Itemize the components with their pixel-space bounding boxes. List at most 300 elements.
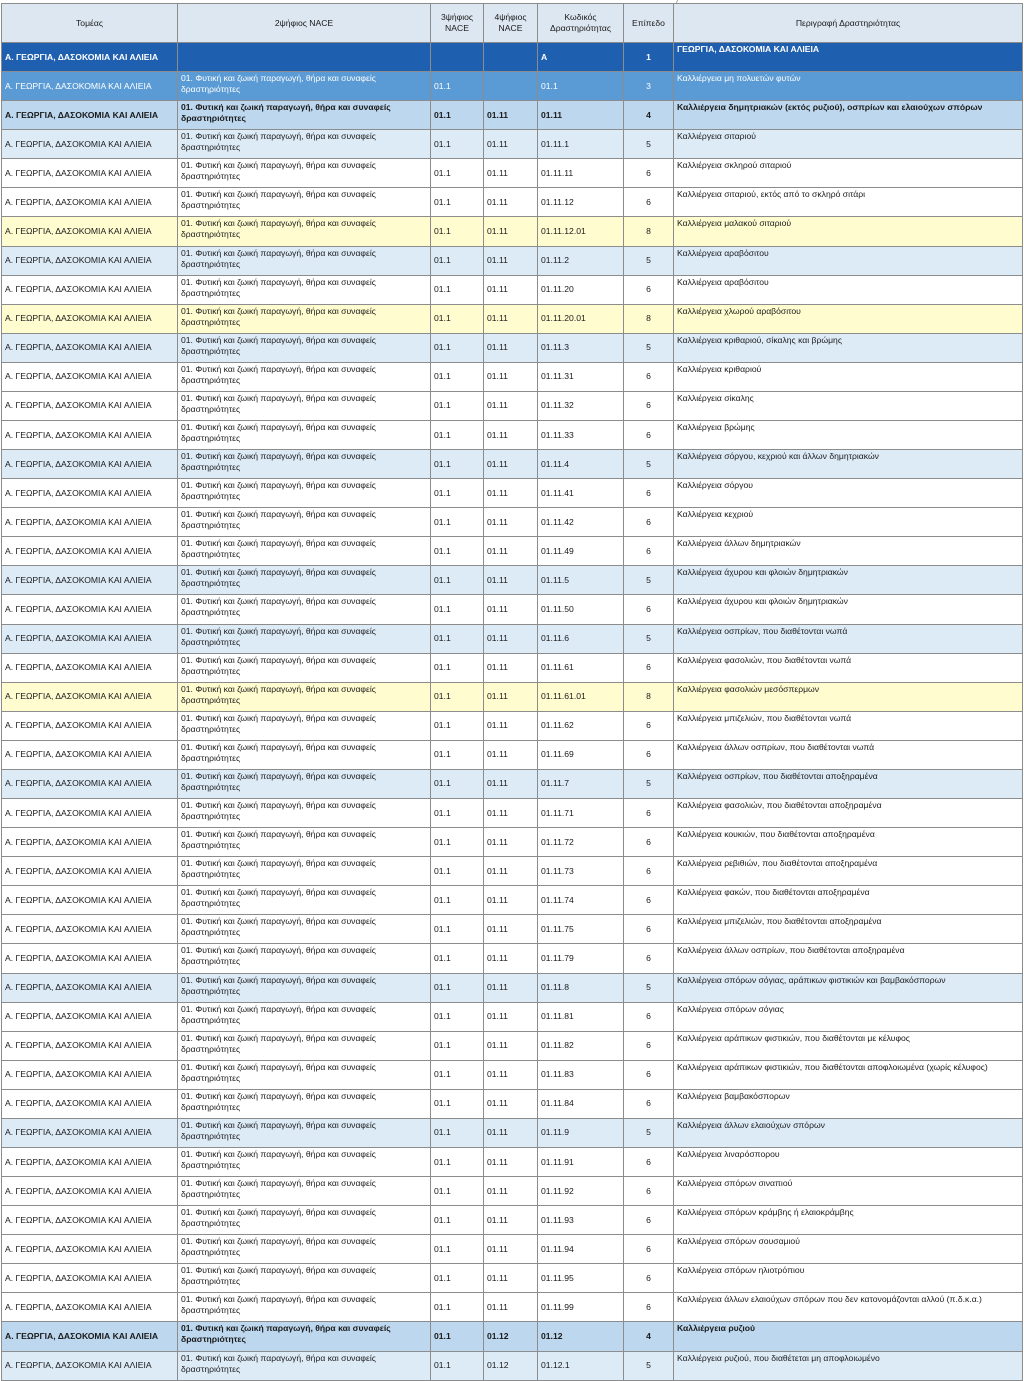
nace4-cell[interactable]: 01.11 (484, 537, 538, 566)
activity-code-cell[interactable]: 01.11.3 (538, 333, 624, 362)
nace2-cell[interactable]: 01. Φυτική και ζωική παραγωγή, θήρα και συναφείς δραστηριότητες (178, 1002, 431, 1031)
sector-cell[interactable]: Α. ΓΕΩΡΓΙΑ, ΔΑΣΟΚΟΜΙΑ ΚΑΙ ΑΛΙΕΙΑ (2, 159, 178, 188)
table-row[interactable] (2, 362, 1023, 391)
description-cell[interactable]: Καλλιέργεια δημητριακών (εκτός ρυζιού), οσπρίων και ελαιούχων σπόρων (674, 101, 1023, 130)
table-row[interactable] (2, 857, 1023, 886)
level-cell[interactable]: 6 (624, 188, 674, 217)
sector-cell[interactable]: Α. ΓΕΩΡΓΙΑ, ΔΑΣΟΚΟΜΙΑ ΚΑΙ ΑΛΙΕΙΑ (2, 653, 178, 682)
sector-cell[interactable]: Α. ΓΕΩΡΓΙΑ, ΔΑΣΟΚΟΜΙΑ ΚΑΙ ΑΛΙΕΙΑ (2, 479, 178, 508)
level-cell[interactable]: 6 (624, 1235, 674, 1264)
description-cell[interactable]: Καλλιέργεια ρεβιθιών, που διαθέτονται αποξηραμένα (674, 857, 1023, 886)
nace3-cell[interactable]: 01.1 (431, 1177, 484, 1206)
nace4-cell[interactable]: 01.11 (484, 101, 538, 130)
sector-cell[interactable]: Α. ΓΕΩΡΓΙΑ, ΔΑΣΟΚΟΜΙΑ ΚΑΙ ΑΛΙΕΙΑ (2, 711, 178, 740)
nace4-cell[interactable]: 01.11 (484, 857, 538, 886)
description-cell[interactable]: Καλλιέργεια αραβόσιτου (674, 275, 1023, 304)
level-cell[interactable]: 4 (624, 1322, 674, 1351)
table-row[interactable] (2, 624, 1023, 653)
nace4-cell[interactable]: 01.11 (484, 886, 538, 915)
table-row[interactable] (2, 1031, 1023, 1060)
nace2-cell[interactable]: 01. Φυτική και ζωική παραγωγή, θήρα και συναφείς δραστηριότητες (178, 711, 431, 740)
nace2-cell[interactable]: 01. Φυτική και ζωική παραγωγή, θήρα και συναφείς δραστηριότητες (178, 1206, 431, 1235)
nace4-cell[interactable]: 01.11 (484, 130, 538, 159)
nace3-cell[interactable]: 01.1 (431, 537, 484, 566)
sector-cell[interactable]: Α. ΓΕΩΡΓΙΑ, ΔΑΣΟΚΟΜΙΑ ΚΑΙ ΑΛΙΕΙΑ (2, 886, 178, 915)
level-cell[interactable]: 6 (624, 595, 674, 624)
table-row[interactable] (2, 769, 1023, 798)
activity-code-cell[interactable]: 01.11.93 (538, 1206, 624, 1235)
sector-cell[interactable]: Α. ΓΕΩΡΓΙΑ, ΔΑΣΟΚΟΜΙΑ ΚΑΙ ΑΛΙΕΙΑ (2, 1322, 178, 1351)
table-row[interactable] (2, 1147, 1023, 1176)
sector-cell[interactable]: Α. ΓΕΩΡΓΙΑ, ΔΑΣΟΚΟΜΙΑ ΚΑΙ ΑΛΙΕΙΑ (2, 130, 178, 159)
description-cell[interactable]: Καλλιέργεια ρυζιού, που διαθέτεται μη αποφλοιωμένο (674, 1351, 1023, 1380)
table-row[interactable] (2, 246, 1023, 275)
nace4-cell[interactable]: 01.12 (484, 1351, 538, 1380)
nace2-cell[interactable]: 01. Φυτική και ζωική παραγωγή, θήρα και συναφείς δραστηριότητες (178, 1118, 431, 1147)
nace4-cell[interactable]: 01.11 (484, 1264, 538, 1293)
level-cell[interactable]: 6 (624, 275, 674, 304)
level-cell[interactable]: 5 (624, 130, 674, 159)
level-cell[interactable]: 6 (624, 740, 674, 769)
nace2-cell[interactable]: 01. Φυτική και ζωική παραγωγή, θήρα και συναφείς δραστηριότητες (178, 595, 431, 624)
nace3-cell[interactable]: 01.1 (431, 217, 484, 246)
sector-cell[interactable]: Α. ΓΕΩΡΓΙΑ, ΔΑΣΟΚΟΜΙΑ ΚΑΙ ΑΛΙΕΙΑ (2, 1089, 178, 1118)
sector-cell[interactable]: Α. ΓΕΩΡΓΙΑ, ΔΑΣΟΚΟΜΙΑ ΚΑΙ ΑΛΙΕΙΑ (2, 1264, 178, 1293)
nace2-cell[interactable]: 01. Φυτική και ζωική παραγωγή, θήρα και συναφείς δραστηριότητες (178, 944, 431, 973)
activity-code-cell[interactable]: 01.11.95 (538, 1264, 624, 1293)
activity-code-cell[interactable]: 01.11.8 (538, 973, 624, 1002)
level-cell[interactable]: 4 (624, 101, 674, 130)
activity-code-cell[interactable]: 01.11.62 (538, 711, 624, 740)
table-row[interactable] (2, 188, 1023, 217)
table-row[interactable] (2, 828, 1023, 857)
nace3-cell[interactable]: 01.1 (431, 333, 484, 362)
nace2-cell[interactable]: 01. Φυτική και ζωική παραγωγή, θήρα και συναφείς δραστηριότητες (178, 1177, 431, 1206)
level-cell[interactable]: 6 (624, 711, 674, 740)
activity-code-cell[interactable]: 01.11.99 (538, 1293, 624, 1322)
nace4-cell[interactable]: 01.11 (484, 973, 538, 1002)
sector-cell[interactable]: Α. ΓΕΩΡΓΙΑ, ΔΑΣΟΚΟΜΙΑ ΚΑΙ ΑΛΙΕΙΑ (2, 1351, 178, 1380)
nace2-cell[interactable]: 01. Φυτική και ζωική παραγωγή, θήρα και συναφείς δραστηριότητες (178, 450, 431, 479)
nace3-cell[interactable]: 01.1 (431, 740, 484, 769)
table-row[interactable] (2, 915, 1023, 944)
nace4-cell[interactable]: 01.11 (484, 653, 538, 682)
nace4-cell[interactable]: 01.11 (484, 1293, 538, 1322)
sector-cell[interactable]: Α. ΓΕΩΡΓΙΑ, ΔΑΣΟΚΟΜΙΑ ΚΑΙ ΑΛΙΕΙΑ (2, 72, 178, 101)
level-cell[interactable]: 5 (624, 566, 674, 595)
sector-cell[interactable]: Α. ΓΕΩΡΓΙΑ, ΔΑΣΟΚΟΜΙΑ ΚΑΙ ΑΛΙΕΙΑ (2, 799, 178, 828)
level-cell[interactable]: 6 (624, 1002, 674, 1031)
nace2-cell[interactable]: 01. Φυτική και ζωική παραγωγή, θήρα και συναφείς δραστηριότητες (178, 886, 431, 915)
level-cell[interactable]: 8 (624, 217, 674, 246)
nace3-cell[interactable]: 01.1 (431, 1235, 484, 1264)
table-row[interactable] (2, 333, 1023, 362)
description-cell[interactable]: Καλλιέργεια κριθαριού (674, 362, 1023, 391)
description-cell[interactable]: Καλλιέργεια φασολιών μεσόσπερμων (674, 682, 1023, 711)
table-row[interactable] (2, 1351, 1023, 1380)
sector-cell[interactable]: Α. ΓΕΩΡΓΙΑ, ΔΑΣΟΚΟΜΙΑ ΚΑΙ ΑΛΙΕΙΑ (2, 857, 178, 886)
nace4-cell[interactable]: 01.11 (484, 421, 538, 450)
description-cell[interactable]: Καλλιέργεια βρώμης (674, 421, 1023, 450)
nace3-cell[interactable]: 01.1 (431, 362, 484, 391)
table-row[interactable] (2, 799, 1023, 828)
activity-code-cell[interactable]: 01.11.81 (538, 1002, 624, 1031)
column-header[interactable]: Επίπεδο (624, 4, 674, 43)
activity-code-cell[interactable]: 01.11.4 (538, 450, 624, 479)
nace3-cell[interactable]: 01.1 (431, 479, 484, 508)
activity-code-cell[interactable]: 01.11.31 (538, 362, 624, 391)
nace2-cell[interactable]: 01. Φυτική και ζωική παραγωγή, θήρα και συναφείς δραστηριότητες (178, 828, 431, 857)
level-cell[interactable]: 5 (624, 333, 674, 362)
nace4-cell[interactable]: 01.11 (484, 333, 538, 362)
level-cell[interactable]: 6 (624, 1177, 674, 1206)
sector-cell[interactable]: Α. ΓΕΩΡΓΙΑ, ΔΑΣΟΚΟΜΙΑ ΚΑΙ ΑΛΙΕΙΑ (2, 828, 178, 857)
sector-cell[interactable]: Α. ΓΕΩΡΓΙΑ, ΔΑΣΟΚΟΜΙΑ ΚΑΙ ΑΛΙΕΙΑ (2, 944, 178, 973)
description-cell[interactable]: Καλλιέργεια κριθαριού, σίκαλης και βρώμης (674, 333, 1023, 362)
activity-code-cell[interactable]: 01.11.75 (538, 915, 624, 944)
sector-cell[interactable]: Α. ΓΕΩΡΓΙΑ, ΔΑΣΟΚΟΜΙΑ ΚΑΙ ΑΛΙΕΙΑ (2, 973, 178, 1002)
nace3-cell[interactable]: 01.1 (431, 188, 484, 217)
table-row[interactable] (2, 275, 1023, 304)
activity-code-cell[interactable]: 01.11.82 (538, 1031, 624, 1060)
sector-cell[interactable]: Α. ΓΕΩΡΓΙΑ, ΔΑΣΟΚΟΜΙΑ ΚΑΙ ΑΛΙΕΙΑ (2, 1235, 178, 1264)
description-cell[interactable]: Καλλιέργεια αράπικων φιστικιών, που διαθέτονται αποφλοιωμένα (χωρίς κέλυφος) (674, 1060, 1023, 1089)
level-cell[interactable]: 6 (624, 886, 674, 915)
nace2-cell[interactable]: 01. Φυτική και ζωική παραγωγή, θήρα και συναφείς δραστηριότητες (178, 333, 431, 362)
level-cell[interactable]: 6 (624, 828, 674, 857)
description-cell[interactable]: Καλλιέργεια σπόρων σόγιας, αράπικων φιστικιών και βαμβακόσπορων (674, 973, 1023, 1002)
activity-code-cell[interactable]: 01.11.12 (538, 188, 624, 217)
table-row[interactable] (2, 1264, 1023, 1293)
nace2-cell[interactable]: 01. Φυτική και ζωική παραγωγή, θήρα και συναφείς δραστηριότητες (178, 1351, 431, 1380)
nace3-cell[interactable]: 01.1 (431, 391, 484, 420)
level-cell[interactable]: 6 (624, 362, 674, 391)
nace3-cell[interactable]: 01.1 (431, 566, 484, 595)
nace4-cell[interactable]: 01.11 (484, 246, 538, 275)
description-cell[interactable]: ΓΕΩΡΓΙΑ, ΔΑΣΟΚΟΜΙΑ ΚΑΙ ΑΛΙΕΙΑ (674, 43, 1023, 72)
table-row[interactable] (2, 566, 1023, 595)
table-row[interactable] (2, 682, 1023, 711)
nace2-cell[interactable]: 01. Φυτική και ζωική παραγωγή, θήρα και συναφείς δραστηριότητες (178, 740, 431, 769)
level-cell[interactable]: 6 (624, 1264, 674, 1293)
level-cell[interactable]: 1 (624, 43, 674, 72)
nace2-cell[interactable]: 01. Φυτική και ζωική παραγωγή, θήρα και συναφείς δραστηριότητες (178, 1235, 431, 1264)
nace3-cell[interactable]: 01.1 (431, 101, 484, 130)
sector-cell[interactable]: Α. ΓΕΩΡΓΙΑ, ΔΑΣΟΚΟΜΙΑ ΚΑΙ ΑΛΙΕΙΑ (2, 362, 178, 391)
sector-cell[interactable]: Α. ΓΕΩΡΓΙΑ, ΔΑΣΟΚΟΜΙΑ ΚΑΙ ΑΛΙΕΙΑ (2, 450, 178, 479)
table-row[interactable] (2, 740, 1023, 769)
description-cell[interactable]: Καλλιέργεια σπόρων σιναπιού (674, 1177, 1023, 1206)
description-cell[interactable]: Καλλιέργεια μπιζελιών, που διαθέτονται αποξηραμένα (674, 915, 1023, 944)
activity-code-cell[interactable]: 01.11 (538, 101, 624, 130)
activity-code-cell[interactable]: 01.11.92 (538, 1177, 624, 1206)
nace2-cell[interactable]: 01. Φυτική και ζωική παραγωγή, θήρα και συναφείς δραστηριότητες (178, 1089, 431, 1118)
table-row[interactable] (2, 130, 1023, 159)
table-row[interactable] (2, 1060, 1023, 1089)
description-cell[interactable]: Καλλιέργεια χλωρού αραβόσιτου (674, 304, 1023, 333)
nace2-cell[interactable]: 01. Φυτική και ζωική παραγωγή, θήρα και συναφείς δραστηριότητες (178, 857, 431, 886)
nace2-cell[interactable]: 01. Φυτική και ζωική παραγωγή, θήρα και συναφείς δραστηριότητες (178, 653, 431, 682)
table-row[interactable] (2, 450, 1023, 479)
description-cell[interactable]: Καλλιέργεια λιναρόσπορου (674, 1147, 1023, 1176)
description-cell[interactable]: Καλλιέργεια αράπικων φιστικιών, που διαθέτονται με κέλυφος (674, 1031, 1023, 1060)
column-header[interactable]: Περιγραφή Δραστηριότητας (674, 4, 1023, 43)
table-row[interactable] (2, 711, 1023, 740)
description-cell[interactable]: Καλλιέργεια φακών, που διαθέτονται αποξηραμένα (674, 886, 1023, 915)
table-row[interactable] (2, 1293, 1023, 1322)
description-cell[interactable]: Καλλιέργεια άλλων οσπρίων, που διαθέτονται νωπά (674, 740, 1023, 769)
nace4-cell[interactable]: 01.11 (484, 217, 538, 246)
nace3-cell[interactable]: 01.1 (431, 1206, 484, 1235)
nace3-cell[interactable]: 01.1 (431, 944, 484, 973)
nace3-cell[interactable]: 01.1 (431, 1118, 484, 1147)
level-cell[interactable]: 6 (624, 1060, 674, 1089)
description-cell[interactable]: Καλλιέργεια σπόρων ηλιοτρόπιου (674, 1264, 1023, 1293)
nace3-cell[interactable]: 01.1 (431, 159, 484, 188)
nace2-cell[interactable]: 01. Φυτική και ζωική παραγωγή, θήρα και συναφείς δραστηριότητες (178, 275, 431, 304)
activity-code-cell[interactable]: 01.11.61.01 (538, 682, 624, 711)
nace2-cell[interactable]: 01. Φυτική και ζωική παραγωγή, θήρα και συναφείς δραστηριότητες (178, 508, 431, 537)
activity-code-cell[interactable]: 01.11.61 (538, 653, 624, 682)
activity-code-cell[interactable]: 01.11.72 (538, 828, 624, 857)
table-row[interactable] (2, 479, 1023, 508)
description-cell[interactable]: Καλλιέργεια ρυζιού (674, 1322, 1023, 1351)
description-cell[interactable]: Καλλιέργεια σόργου, κεχριού και άλλων δημητριακών (674, 450, 1023, 479)
nace3-cell[interactable]: 01.1 (431, 130, 484, 159)
level-cell[interactable]: 6 (624, 1089, 674, 1118)
nace3-cell[interactable]: 01.1 (431, 1264, 484, 1293)
level-cell[interactable]: 5 (624, 246, 674, 275)
activity-code-cell[interactable]: 01.12 (538, 1322, 624, 1351)
nace4-cell[interactable]: 01.11 (484, 1147, 538, 1176)
column-header[interactable]: 2ψήφιος NACE (178, 4, 431, 43)
level-cell[interactable]: 6 (624, 857, 674, 886)
nace4-cell[interactable]: 01.11 (484, 450, 538, 479)
table-row[interactable] (2, 1235, 1023, 1264)
nace4-cell[interactable]: 01.11 (484, 1089, 538, 1118)
level-cell[interactable]: 8 (624, 304, 674, 333)
nace4-cell[interactable]: 01.11 (484, 1031, 538, 1060)
nace4-cell[interactable]: 01.11 (484, 711, 538, 740)
activity-code-cell[interactable]: 01.11.9 (538, 1118, 624, 1147)
nace4-cell[interactable]: 01.11 (484, 624, 538, 653)
description-cell[interactable]: Καλλιέργεια αραβόσιτου (674, 246, 1023, 275)
nace4-cell[interactable] (484, 72, 538, 101)
activity-code-cell[interactable]: 01.11.20.01 (538, 304, 624, 333)
sector-cell[interactable]: Α. ΓΕΩΡΓΙΑ, ΔΑΣΟΚΟΜΙΑ ΚΑΙ ΑΛΙΕΙΑ (2, 275, 178, 304)
nace4-cell[interactable]: 01.11 (484, 682, 538, 711)
description-cell[interactable]: Καλλιέργεια σιταριού, εκτός από το σκληρό σιτάρι (674, 188, 1023, 217)
sector-cell[interactable]: Α. ΓΕΩΡΓΙΑ, ΔΑΣΟΚΟΜΙΑ ΚΑΙ ΑΛΙΕΙΑ (2, 595, 178, 624)
activity-code-cell[interactable]: 01.11.69 (538, 740, 624, 769)
nace3-cell[interactable]: 01.1 (431, 769, 484, 798)
level-cell[interactable]: 6 (624, 915, 674, 944)
table-row[interactable] (2, 1177, 1023, 1206)
description-cell[interactable]: Καλλιέργεια βαμβακόσπορων (674, 1089, 1023, 1118)
activity-code-cell[interactable]: 01.1 (538, 72, 624, 101)
description-cell[interactable]: Καλλιέργεια άλλων οσπρίων, που διαθέτονται αποξηραμένα (674, 944, 1023, 973)
activity-code-cell[interactable]: 01.11.32 (538, 391, 624, 420)
description-cell[interactable]: Καλλιέργεια άλλων δημητριακών (674, 537, 1023, 566)
nace2-cell[interactable]: 01. Φυτική και ζωική παραγωγή, θήρα και συναφείς δραστηριότητες (178, 1147, 431, 1176)
nace2-cell[interactable]: 01. Φυτική και ζωική παραγωγή, θήρα και συναφείς δραστηριότητες (178, 421, 431, 450)
nace2-cell[interactable]: 01. Φυτική και ζωική παραγωγή, θήρα και συναφείς δραστηριότητες (178, 479, 431, 508)
level-cell[interactable]: 5 (624, 973, 674, 1002)
sector-cell[interactable]: Α. ΓΕΩΡΓΙΑ, ΔΑΣΟΚΟΜΙΑ ΚΑΙ ΑΛΙΕΙΑ (2, 1177, 178, 1206)
column-header[interactable]: 4ψήφιος NACE (484, 4, 538, 43)
nace4-cell[interactable]: 01.11 (484, 595, 538, 624)
sector-cell[interactable]: Α. ΓΕΩΡΓΙΑ, ΔΑΣΟΚΟΜΙΑ ΚΑΙ ΑΛΙΕΙΑ (2, 391, 178, 420)
level-cell[interactable]: 5 (624, 769, 674, 798)
description-cell[interactable]: Καλλιέργεια μαλακού σιταριού (674, 217, 1023, 246)
nace4-cell[interactable]: 01.11 (484, 566, 538, 595)
nace3-cell[interactable]: 01.1 (431, 653, 484, 682)
description-cell[interactable]: Καλλιέργεια άχυρου και φλοιών δημητριακών (674, 595, 1023, 624)
nace3-cell[interactable]: 01.1 (431, 275, 484, 304)
sector-cell[interactable]: Α. ΓΕΩΡΓΙΑ, ΔΑΣΟΚΟΜΙΑ ΚΑΙ ΑΛΙΕΙΑ (2, 1118, 178, 1147)
level-cell[interactable]: 5 (624, 1118, 674, 1147)
nace3-cell[interactable]: 01.1 (431, 1031, 484, 1060)
table-row[interactable] (2, 595, 1023, 624)
nace4-cell[interactable]: 01.11 (484, 1002, 538, 1031)
nace3-cell[interactable]: 01.1 (431, 1060, 484, 1089)
sector-cell[interactable]: Α. ΓΕΩΡΓΙΑ, ΔΑΣΟΚΟΜΙΑ ΚΑΙ ΑΛΙΕΙΑ (2, 1206, 178, 1235)
table-row[interactable] (2, 653, 1023, 682)
nace4-cell[interactable]: 01.11 (484, 391, 538, 420)
nace2-cell[interactable]: 01. Φυτική και ζωική παραγωγή, θήρα και συναφείς δραστηριότητες (178, 1031, 431, 1060)
description-cell[interactable]: Καλλιέργεια σπόρων σόγιας (674, 1002, 1023, 1031)
activity-code-cell[interactable]: 01.11.11 (538, 159, 624, 188)
nace4-cell[interactable]: 01.11 (484, 188, 538, 217)
description-cell[interactable]: Καλλιέργεια κουκιών, που διαθέτονται αποξηραμένα (674, 828, 1023, 857)
nace3-cell[interactable]: 01.1 (431, 1322, 484, 1351)
sector-cell[interactable]: Α. ΓΕΩΡΓΙΑ, ΔΑΣΟΚΟΜΙΑ ΚΑΙ ΑΛΙΕΙΑ (2, 682, 178, 711)
nace3-cell[interactable]: 01.1 (431, 246, 484, 275)
table-row[interactable] (2, 304, 1023, 333)
level-cell[interactable]: 5 (624, 1351, 674, 1380)
nace2-cell[interactable]: 01. Φυτική και ζωική παραγωγή, θήρα και συναφείς δραστηριότητες (178, 915, 431, 944)
activity-code-cell[interactable]: 01.11.79 (538, 944, 624, 973)
sector-cell[interactable]: Α. ΓΕΩΡΓΙΑ, ΔΑΣΟΚΟΜΙΑ ΚΑΙ ΑΛΙΕΙΑ (2, 304, 178, 333)
nace3-cell[interactable] (431, 43, 484, 72)
nace4-cell[interactable]: 01.11 (484, 799, 538, 828)
nace3-cell[interactable]: 01.1 (431, 1147, 484, 1176)
sector-cell[interactable]: Α. ΓΕΩΡΓΙΑ, ΔΑΣΟΚΟΜΙΑ ΚΑΙ ΑΛΙΕΙΑ (2, 1293, 178, 1322)
nace3-cell[interactable]: 01.1 (431, 304, 484, 333)
sector-cell[interactable]: Α. ΓΕΩΡΓΙΑ, ΔΑΣΟΚΟΜΙΑ ΚΑΙ ΑΛΙΕΙΑ (2, 333, 178, 362)
nace3-cell[interactable]: 01.1 (431, 857, 484, 886)
nace4-cell[interactable]: 01.11 (484, 479, 538, 508)
nace4-cell[interactable]: 01.11 (484, 1206, 538, 1235)
nace3-cell[interactable]: 01.1 (431, 1351, 484, 1380)
activity-code-cell[interactable]: 01.11.91 (538, 1147, 624, 1176)
nace2-cell[interactable]: 01. Φυτική και ζωική παραγωγή, θήρα και συναφείς δραστηριότητες (178, 537, 431, 566)
sector-cell[interactable]: Α. ΓΕΩΡΓΙΑ, ΔΑΣΟΚΟΜΙΑ ΚΑΙ ΑΛΙΕΙΑ (2, 1147, 178, 1176)
description-cell[interactable]: Καλλιέργεια φασολιών, που διαθέτονται νωπά (674, 653, 1023, 682)
sector-cell[interactable]: Α. ΓΕΩΡΓΙΑ, ΔΑΣΟΚΟΜΙΑ ΚΑΙ ΑΛΙΕΙΑ (2, 915, 178, 944)
nace2-cell[interactable]: 01. Φυτική και ζωική παραγωγή, θήρα και συναφείς δραστηριότητες (178, 1060, 431, 1089)
description-cell[interactable]: Καλλιέργεια οσπρίων, που διαθέτονται αποξηραμένα (674, 769, 1023, 798)
sector-cell[interactable]: Α. ΓΕΩΡΓΙΑ, ΔΑΣΟΚΟΜΙΑ ΚΑΙ ΑΛΙΕΙΑ (2, 101, 178, 130)
sector-cell[interactable]: Α. ΓΕΩΡΓΙΑ, ΔΑΣΟΚΟΜΙΑ ΚΑΙ ΑΛΙΕΙΑ (2, 769, 178, 798)
table-row[interactable] (2, 1206, 1023, 1235)
activity-code-cell[interactable]: 01.11.41 (538, 479, 624, 508)
level-cell[interactable]: 6 (624, 799, 674, 828)
description-cell[interactable]: Καλλιέργεια σιταριού (674, 130, 1023, 159)
sector-cell[interactable]: Α. ΓΕΩΡΓΙΑ, ΔΑΣΟΚΟΜΙΑ ΚΑΙ ΑΛΙΕΙΑ (2, 246, 178, 275)
nace3-cell[interactable]: 01.1 (431, 886, 484, 915)
description-cell[interactable]: Καλλιέργεια άλλων ελαιούχων σπόρων (674, 1118, 1023, 1147)
sector-cell[interactable]: Α. ΓΕΩΡΓΙΑ, ΔΑΣΟΚΟΜΙΑ ΚΑΙ ΑΛΙΕΙΑ (2, 1002, 178, 1031)
description-cell[interactable]: Καλλιέργεια άχυρου και φλοιών δημητριακών (674, 566, 1023, 595)
level-cell[interactable]: 6 (624, 479, 674, 508)
nace4-cell[interactable]: 01.11 (484, 828, 538, 857)
nace2-cell[interactable]: 01. Φυτική και ζωική παραγωγή, θήρα και συναφείς δραστηριότητες (178, 304, 431, 333)
description-cell[interactable]: Καλλιέργεια άλλων ελαιούχων σπόρων που δεν κατονομάζονται αλλού (π.δ.κ.α.) (674, 1293, 1023, 1322)
table-row[interactable] (2, 886, 1023, 915)
nace4-cell[interactable]: 01.11 (484, 944, 538, 973)
level-cell[interactable]: 6 (624, 1293, 674, 1322)
table-row[interactable] (2, 72, 1023, 101)
activity-code-cell[interactable]: 01.11.83 (538, 1060, 624, 1089)
nace3-cell[interactable]: 01.1 (431, 973, 484, 1002)
level-cell[interactable]: 6 (624, 421, 674, 450)
column-header[interactable]: Κωδικός Δραστηριότητας (538, 4, 624, 43)
level-cell[interactable]: 6 (624, 159, 674, 188)
nace2-cell[interactable]: 01. Φυτική και ζωική παραγωγή, θήρα και συναφείς δραστηριότητες (178, 362, 431, 391)
table-row[interactable] (2, 43, 1023, 72)
activity-code-cell[interactable]: 01.11.1 (538, 130, 624, 159)
activity-code-cell[interactable]: 01.11.5 (538, 566, 624, 595)
table-row[interactable] (2, 1089, 1023, 1118)
nace4-cell[interactable]: 01.11 (484, 362, 538, 391)
table-row[interactable] (2, 1002, 1023, 1031)
sector-cell[interactable]: Α. ΓΕΩΡΓΙΑ, ΔΑΣΟΚΟΜΙΑ ΚΑΙ ΑΛΙΕΙΑ (2, 1060, 178, 1089)
nace3-cell[interactable]: 01.1 (431, 624, 484, 653)
nace3-cell[interactable]: 01.1 (431, 711, 484, 740)
nace2-cell[interactable]: 01. Φυτική και ζωική παραγωγή, θήρα και συναφείς δραστηριότητες (178, 391, 431, 420)
level-cell[interactable]: 3 (624, 72, 674, 101)
nace2-cell[interactable]: 01. Φυτική και ζωική παραγωγή, θήρα και συναφείς δραστηριότητες (178, 217, 431, 246)
table-row[interactable] (2, 217, 1023, 246)
activity-code-cell[interactable]: 01.11.7 (538, 769, 624, 798)
description-cell[interactable]: Καλλιέργεια σίκαλης (674, 391, 1023, 420)
level-cell[interactable]: 5 (624, 450, 674, 479)
description-cell[interactable]: Καλλιέργεια σπόρων σουσαμιού (674, 1235, 1023, 1264)
nace3-cell[interactable]: 01.1 (431, 508, 484, 537)
table-row[interactable] (2, 1118, 1023, 1147)
nace2-cell[interactable]: 01. Φυτική και ζωική παραγωγή, θήρα και συναφείς δραστηριότητες (178, 566, 431, 595)
sector-cell[interactable]: Α. ΓΕΩΡΓΙΑ, ΔΑΣΟΚΟΜΙΑ ΚΑΙ ΑΛΙΕΙΑ (2, 624, 178, 653)
nace2-cell[interactable]: 01. Φυτική και ζωική παραγωγή, θήρα και συναφείς δραστηριότητες (178, 973, 431, 1002)
nace2-cell[interactable]: 01. Φυτική και ζωική παραγωγή, θήρα και συναφείς δραστηριότητες (178, 624, 431, 653)
nace3-cell[interactable]: 01.1 (431, 72, 484, 101)
table-row[interactable] (2, 508, 1023, 537)
nace2-cell[interactable]: 01. Φυτική και ζωική παραγωγή, θήρα και συναφείς δραστηριότητες (178, 682, 431, 711)
activity-code-cell[interactable]: 01.11.20 (538, 275, 624, 304)
nace3-cell[interactable]: 01.1 (431, 421, 484, 450)
nace3-cell[interactable]: 01.1 (431, 915, 484, 944)
description-cell[interactable]: Καλλιέργεια μπιζελιών, που διαθέτονται νωπά (674, 711, 1023, 740)
nace2-cell[interactable]: 01. Φυτική και ζωική παραγωγή, θήρα και συναφείς δραστηριότητες (178, 1264, 431, 1293)
level-cell[interactable]: 6 (624, 653, 674, 682)
activity-code-cell[interactable]: 01.11.50 (538, 595, 624, 624)
sector-cell[interactable]: Α. ΓΕΩΡΓΙΑ, ΔΑΣΟΚΟΜΙΑ ΚΑΙ ΑΛΙΕΙΑ (2, 188, 178, 217)
activity-code-cell[interactable]: 01.11.71 (538, 799, 624, 828)
level-cell[interactable]: 6 (624, 508, 674, 537)
activity-code-cell[interactable]: 01.11.49 (538, 537, 624, 566)
nace4-cell[interactable]: 01.11 (484, 159, 538, 188)
